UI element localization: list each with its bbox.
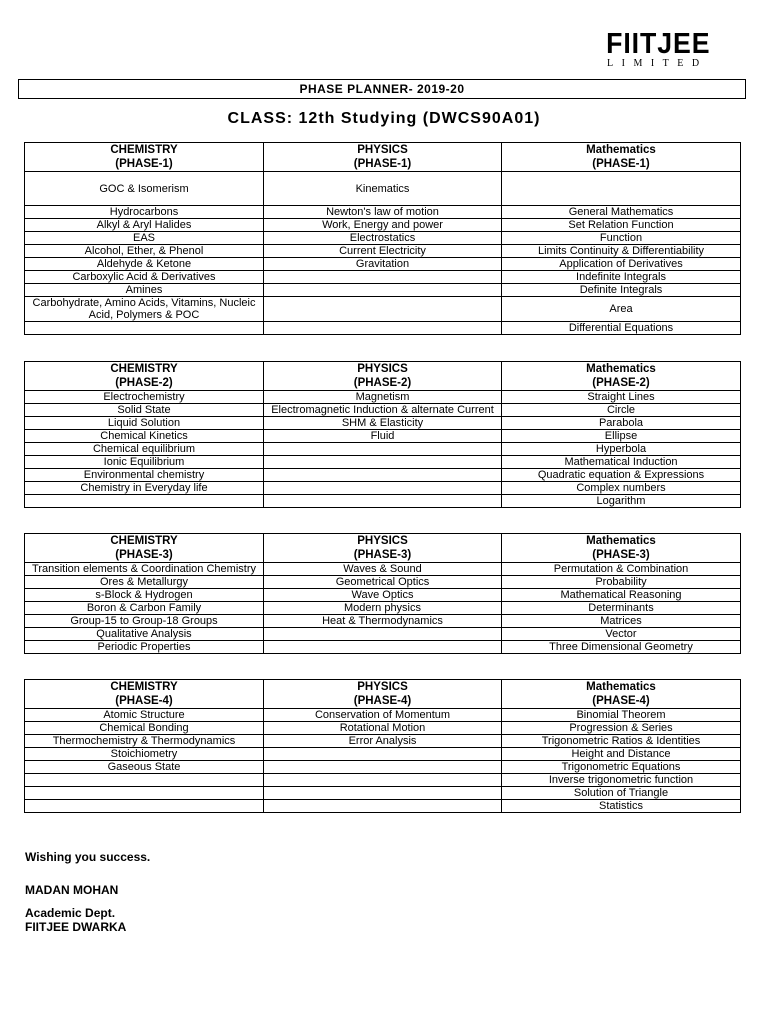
- chemistry-topic: Gaseous State: [25, 761, 264, 774]
- table-row: [25, 589, 741, 602]
- subject-name: Mathematics: [586, 144, 656, 156]
- chemistry-topic: Chemical Kinetics: [25, 430, 264, 443]
- chemistry-header: [25, 143, 264, 172]
- physics-topic: Current Electricity: [264, 245, 502, 258]
- mathematics-header: [502, 143, 741, 172]
- mathematics-topic: Ellipse: [502, 430, 741, 443]
- chemistry-topic: Transition elements & Coordination Chemistry: [25, 563, 264, 576]
- chemistry-topic: [25, 800, 264, 813]
- mathematics-header: [502, 362, 741, 391]
- chemistry-topic: Environmental chemistry: [25, 469, 264, 482]
- fiitjee-logo: [604, 30, 722, 70]
- table-row: [25, 748, 741, 761]
- subject-name: Mathematics: [586, 535, 656, 547]
- physics-header: [264, 362, 502, 391]
- physics-header: [264, 680, 502, 709]
- table-row: [25, 456, 741, 469]
- table-row: [25, 563, 741, 576]
- phase-label: (PHASE-2): [592, 377, 650, 389]
- mathematics-topic: Progression & Series: [502, 722, 741, 735]
- chemistry-topic: EAS: [25, 232, 264, 245]
- chemistry-topic: Liquid Solution: [25, 417, 264, 430]
- table-row: [25, 172, 741, 206]
- mathematics-topic: Set Relation Function: [502, 219, 741, 232]
- phase-4-table: [24, 679, 741, 813]
- mathematics-topic: Trigonometric Equations: [502, 761, 741, 774]
- subject-name: Mathematics: [586, 363, 656, 375]
- phase-label: (PHASE-1): [353, 158, 412, 170]
- phase-planner-title: PHASE PLANNER- 2019-20: [18, 79, 746, 99]
- org-name: FIITJEE DWARKA: [25, 920, 127, 934]
- table-row: [25, 232, 741, 245]
- subject-name: CHEMISTRY: [110, 681, 178, 693]
- mathematics-topic: Statistics: [502, 800, 741, 813]
- mathematics-topic: Straight Lines: [502, 391, 741, 404]
- physics-topic: Heat & Thermodynamics: [264, 615, 502, 628]
- physics-topic: Electrostatics: [264, 232, 502, 245]
- table-row: [25, 482, 741, 495]
- chemistry-topic: Qualitative Analysis: [25, 628, 264, 641]
- table-row: [25, 774, 741, 787]
- physics-topic: Waves & Sound: [264, 563, 502, 576]
- table-row: [25, 271, 741, 284]
- physics-topic: Fluid: [264, 430, 502, 443]
- table-row: [25, 602, 741, 615]
- chemistry-topic: Carbohydrate, Amino Acids, Vitamins, Nucleic Acid, Polymers & POC: [25, 297, 264, 322]
- physics-topic: Rotational Motion: [264, 722, 502, 735]
- phase-label: (PHASE-3): [115, 549, 173, 561]
- chemistry-topic: Chemical Bonding: [25, 722, 264, 735]
- table-row: [25, 495, 741, 508]
- physics-topic: Geometrical Optics: [264, 576, 502, 589]
- chemistry-topic: [25, 774, 264, 787]
- mathematics-topic: [502, 172, 741, 206]
- chemistry-topic: Alkyl & Aryl Halides: [25, 219, 264, 232]
- mathematics-topic: Limits Continuity & Differentiability: [502, 245, 741, 258]
- table-row: [25, 787, 741, 800]
- header-row: [25, 143, 741, 172]
- physics-topic: [264, 628, 502, 641]
- phase-label: (PHASE-3): [592, 549, 650, 561]
- class-title: CLASS: 12th Studying (DWCS90A01): [227, 110, 541, 127]
- wish-text: Wishing you success.: [25, 850, 151, 864]
- physics-topic: Wave Optics: [264, 589, 502, 602]
- table-row: [25, 722, 741, 735]
- chemistry-header: [25, 680, 264, 709]
- mathematics-topic: Logarithm: [502, 495, 741, 508]
- physics-topic: Modern physics: [264, 602, 502, 615]
- chemistry-header: [25, 534, 264, 563]
- mathematics-topic: Inverse trigonometric function: [502, 774, 741, 787]
- physics-topic: [264, 456, 502, 469]
- physics-topic: [264, 748, 502, 761]
- physics-topic: Conservation of Momentum: [264, 709, 502, 722]
- mathematics-header: [502, 680, 741, 709]
- table-row: [25, 615, 741, 628]
- phase-label: (PHASE-2): [353, 377, 412, 389]
- phase-label: (PHASE-1): [115, 158, 173, 170]
- physics-topic: [264, 297, 502, 322]
- phase-1-table: [24, 142, 741, 335]
- physics-topic: [264, 443, 502, 456]
- subject-name: CHEMISTRY: [110, 144, 178, 156]
- chemistry-topic: Ionic Equilibrium: [25, 456, 264, 469]
- table-row: [25, 469, 741, 482]
- chemistry-topic: GOC & Isomerism: [25, 172, 264, 206]
- table-row: [25, 709, 741, 722]
- table-row: [25, 322, 741, 335]
- chemistry-topic: s-Block & Hydrogen: [25, 589, 264, 602]
- chemistry-topic: Stoichiometry: [25, 748, 264, 761]
- physics-topic: Gravitation: [264, 258, 502, 271]
- mathematics-topic: Hyperbola: [502, 443, 741, 456]
- phase-label: (PHASE-4): [592, 695, 650, 707]
- mathematics-topic: Trigonometric Ratios & Identities: [502, 735, 741, 748]
- logo-main-text: FIITJEE: [606, 28, 711, 60]
- subject-name: PHYSICS: [357, 681, 408, 693]
- logo-sub-text: LIMITED: [607, 58, 708, 69]
- mathematics-topic: Application of Derivatives: [502, 258, 741, 271]
- subject-name: PHYSICS: [357, 363, 408, 375]
- header-row: [25, 534, 741, 563]
- table-row: [25, 404, 741, 417]
- subject-name: PHYSICS: [357, 144, 408, 156]
- signatory-name: MADAN MOHAN: [25, 883, 119, 897]
- physics-topic: [264, 284, 502, 297]
- chemistry-topic: Hydrocarbons: [25, 206, 264, 219]
- subject-name: Mathematics: [586, 681, 656, 693]
- physics-header: [264, 534, 502, 563]
- table-row: [25, 297, 741, 322]
- physics-topic: Work, Energy and power: [264, 219, 502, 232]
- mathematics-topic: Binomial Theorem: [502, 709, 741, 722]
- chemistry-topic: Thermochemistry & Thermodynamics: [25, 735, 264, 748]
- physics-topic: Magnetism: [264, 391, 502, 404]
- physics-topic: Error Analysis: [264, 735, 502, 748]
- table-row: [25, 576, 741, 589]
- physics-topic: [264, 774, 502, 787]
- chemistry-topic: Boron & Carbon Family: [25, 602, 264, 615]
- chemistry-topic: [25, 322, 264, 335]
- chemistry-topic: Ores & Metallurgy: [25, 576, 264, 589]
- mathematics-topic: Function: [502, 232, 741, 245]
- physics-topic: [264, 482, 502, 495]
- physics-topic: [264, 495, 502, 508]
- phase-2-table: [24, 361, 741, 508]
- mathematics-topic: Permutation & Combination: [502, 563, 741, 576]
- physics-topic: [264, 322, 502, 335]
- subject-name: CHEMISTRY: [110, 535, 178, 547]
- mathematics-topic: Circle: [502, 404, 741, 417]
- physics-topic: Kinematics: [264, 172, 502, 206]
- chemistry-topic: Amines: [25, 284, 264, 297]
- table-row: [25, 219, 741, 232]
- table-row: [25, 245, 741, 258]
- chemistry-topic: Periodic Properties: [25, 641, 264, 654]
- table-row: [25, 284, 741, 297]
- mathematics-topic: Quadratic equation & Expressions: [502, 469, 741, 482]
- mathematics-topic: Differential Equations: [502, 322, 741, 335]
- chemistry-topic: Solid State: [25, 404, 264, 417]
- physics-topic: [264, 800, 502, 813]
- physics-topic: Electromagnetic Induction & alternate Current: [264, 404, 502, 417]
- chemistry-topic: Alcohol, Ether, & Phenol: [25, 245, 264, 258]
- table-row: [25, 206, 741, 219]
- physics-topic: SHM & Elasticity: [264, 417, 502, 430]
- subject-name: CHEMISTRY: [110, 363, 178, 375]
- chemistry-topic: [25, 787, 264, 800]
- phase-label: (PHASE-4): [353, 695, 412, 707]
- chemistry-topic: Chemical equilibrium: [25, 443, 264, 456]
- phase-label: (PHASE-4): [115, 695, 173, 707]
- subject-name: PHYSICS: [357, 535, 408, 547]
- mathematics-topic: Indefinite Integrals: [502, 271, 741, 284]
- table-row: [25, 628, 741, 641]
- chemistry-topic: Electrochemistry: [25, 391, 264, 404]
- chemistry-topic: Chemistry in Everyday life: [25, 482, 264, 495]
- physics-topic: [264, 469, 502, 482]
- mathematics-header: [502, 534, 741, 563]
- academic-dept: Academic Dept.: [25, 906, 116, 920]
- mathematics-topic: Three Dimensional Geometry: [502, 641, 741, 654]
- chemistry-topic: Aldehyde & Ketone: [25, 258, 264, 271]
- chemistry-header: [25, 362, 264, 391]
- mathematics-topic: Determinants: [502, 602, 741, 615]
- physics-topic: [264, 271, 502, 284]
- mathematics-topic: Probability: [502, 576, 741, 589]
- chemistry-topic: [25, 495, 264, 508]
- chemistry-topic: Carboxylic Acid & Derivatives: [25, 271, 264, 284]
- mathematics-topic: General Mathematics: [502, 206, 741, 219]
- table-row: [25, 443, 741, 456]
- physics-topic: [264, 787, 502, 800]
- table-row: [25, 641, 741, 654]
- mathematics-topic: Area: [502, 297, 741, 322]
- table-row: [25, 391, 741, 404]
- mathematics-topic: Complex numbers: [502, 482, 741, 495]
- mathematics-topic: Solution of Triangle: [502, 787, 741, 800]
- table-row: [25, 735, 741, 748]
- chemistry-topic: Atomic Structure: [25, 709, 264, 722]
- mathematics-topic: Mathematical Reasoning: [502, 589, 741, 602]
- mathematics-topic: Vector: [502, 628, 741, 641]
- header-row: [25, 362, 741, 391]
- phase-3-table: [24, 533, 741, 654]
- table-row: [25, 258, 741, 271]
- table-row: [25, 800, 741, 813]
- physics-header: [264, 143, 502, 172]
- mathematics-topic: Matrices: [502, 615, 741, 628]
- mathematics-topic: Parabola: [502, 417, 741, 430]
- mathematics-topic: Mathematical Induction: [502, 456, 741, 469]
- physics-topic: [264, 761, 502, 774]
- phase-label: (PHASE-1): [592, 158, 650, 170]
- header-row: [25, 680, 741, 709]
- phase-label: (PHASE-2): [115, 377, 173, 389]
- physics-topic: Newton's law of motion: [264, 206, 502, 219]
- chemistry-topic: Group-15 to Group-18 Groups: [25, 615, 264, 628]
- physics-topic: [264, 641, 502, 654]
- table-row: [25, 430, 741, 443]
- table-row: [25, 761, 741, 774]
- phase-label: (PHASE-3): [353, 549, 412, 561]
- mathematics-topic: Definite Integrals: [502, 284, 741, 297]
- mathematics-topic: Height and Distance: [502, 748, 741, 761]
- table-row: [25, 417, 741, 430]
